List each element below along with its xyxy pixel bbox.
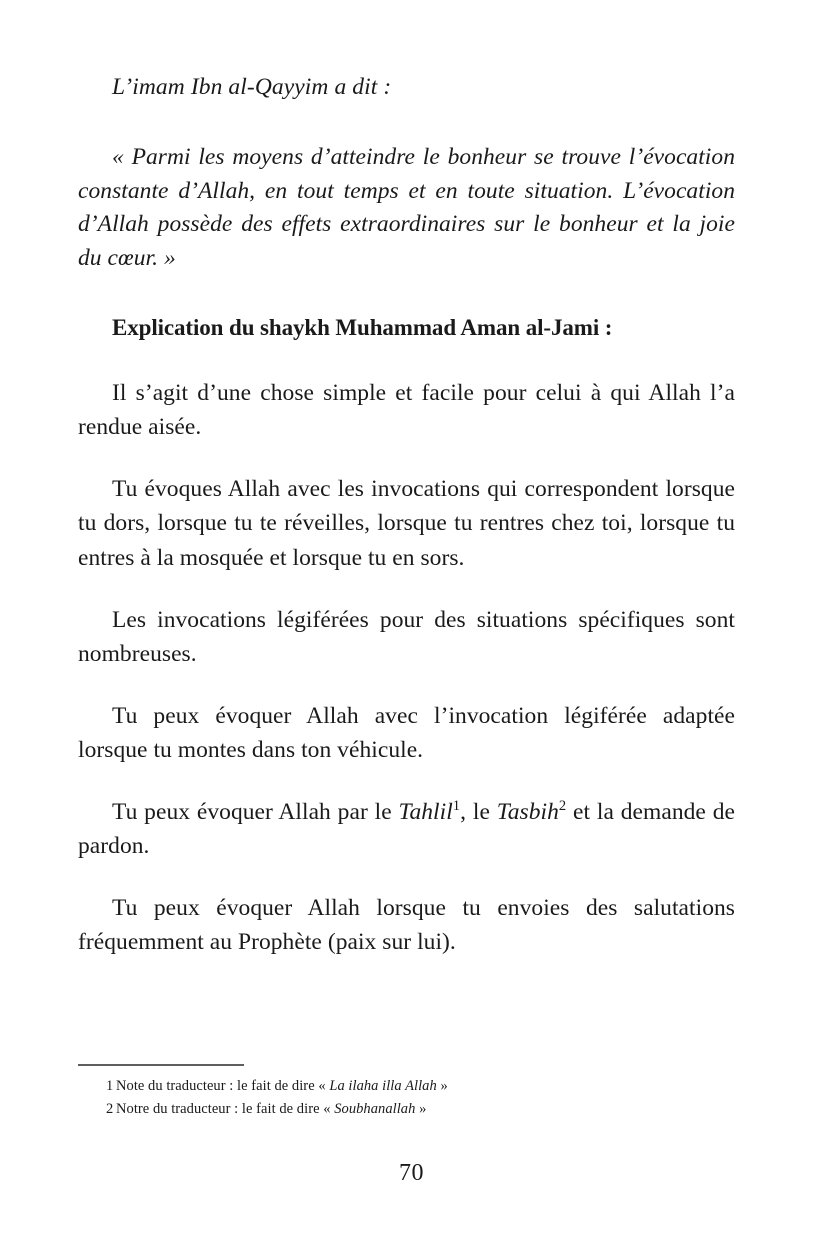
body-paragraph: Il s’agit d’une chose simple et facile pour celui à qui Allah l’a rendue aisée. [78, 380, 735, 441]
paragraph-text-segment: et la demande de pardon. [78, 798, 735, 859]
body-paragraph: Tu peux évoquer Allah avec l’invocation légiférée adaptée lorsque tu montes dans ton véhicule. [78, 702, 735, 763]
footnote-separator-rule [78, 1064, 244, 1066]
footnote-term: La ilaha illa Allah [329, 1078, 437, 1094]
footnote-text-prefix: Note du traducteur : le fait de dire « [116, 1078, 330, 1094]
footnote-list [78, 1075, 735, 1120]
footnote-text-prefix: Notre du traducteur : le fait de dire « [116, 1100, 335, 1117]
footnote-text [116, 1098, 426, 1121]
footnote-text-suffix: » [415, 1100, 427, 1117]
footnote-ref-1[interactable]: 1 [452, 798, 461, 815]
footnote-text [116, 1075, 448, 1098]
footnote-item [78, 1075, 735, 1098]
page-number: 70 [399, 1160, 424, 1186]
attribution-line: L’imam Ibn al-Qayyim a dit : [112, 74, 392, 100]
footnotes-section [78, 1064, 735, 1120]
footnote-item [78, 1098, 735, 1121]
body-paragraph: Les invocations légiférées pour des situations spécifiques sont nombreuses. [78, 606, 735, 667]
footnote-term: Soubhanallah [334, 1100, 416, 1117]
body-paragraph: Tu évoques Allah avec les invocations qui correspondent lorsque tu dors, lorsque tu te réveilles, lorsque tu rentres chez toi, lorsque tu entres à la mosquée et lorsque tu en sors. [78, 476, 735, 571]
pull-quote: « Parmi les moyens d’atteindre le bonheur se trouve l’évocation constante d’Allah, en tout temps et en toute situation. L’évocation d’Allah possède des effets extraordinaires sur le bonheur et la joie du cœur. » [78, 144, 735, 271]
footnote-ref-2[interactable]: 2 [558, 798, 567, 815]
footnote-text-suffix: » [436, 1078, 448, 1094]
body-paragraph-with-footnote-refs [78, 795, 735, 863]
body-paragraph: Tu peux évoquer Allah lorsque tu envoies des salutations fréquemment au Prophète (paix sur lui). [78, 894, 735, 956]
footnote-marker: 2 [106, 1100, 114, 1117]
term-tasbih: Tasbih [496, 798, 559, 825]
page-body [78, 72, 735, 959]
section-heading: Explication du shaykh Muhammad Aman al-Jami : [112, 315, 613, 341]
paragraph-text-segment: Tu peux évoquer Allah par le [112, 798, 399, 825]
paragraph-text-segment: , le [460, 798, 497, 825]
footnote-marker: 1 [106, 1078, 114, 1094]
term-tahlil: Tahlil [398, 798, 453, 825]
